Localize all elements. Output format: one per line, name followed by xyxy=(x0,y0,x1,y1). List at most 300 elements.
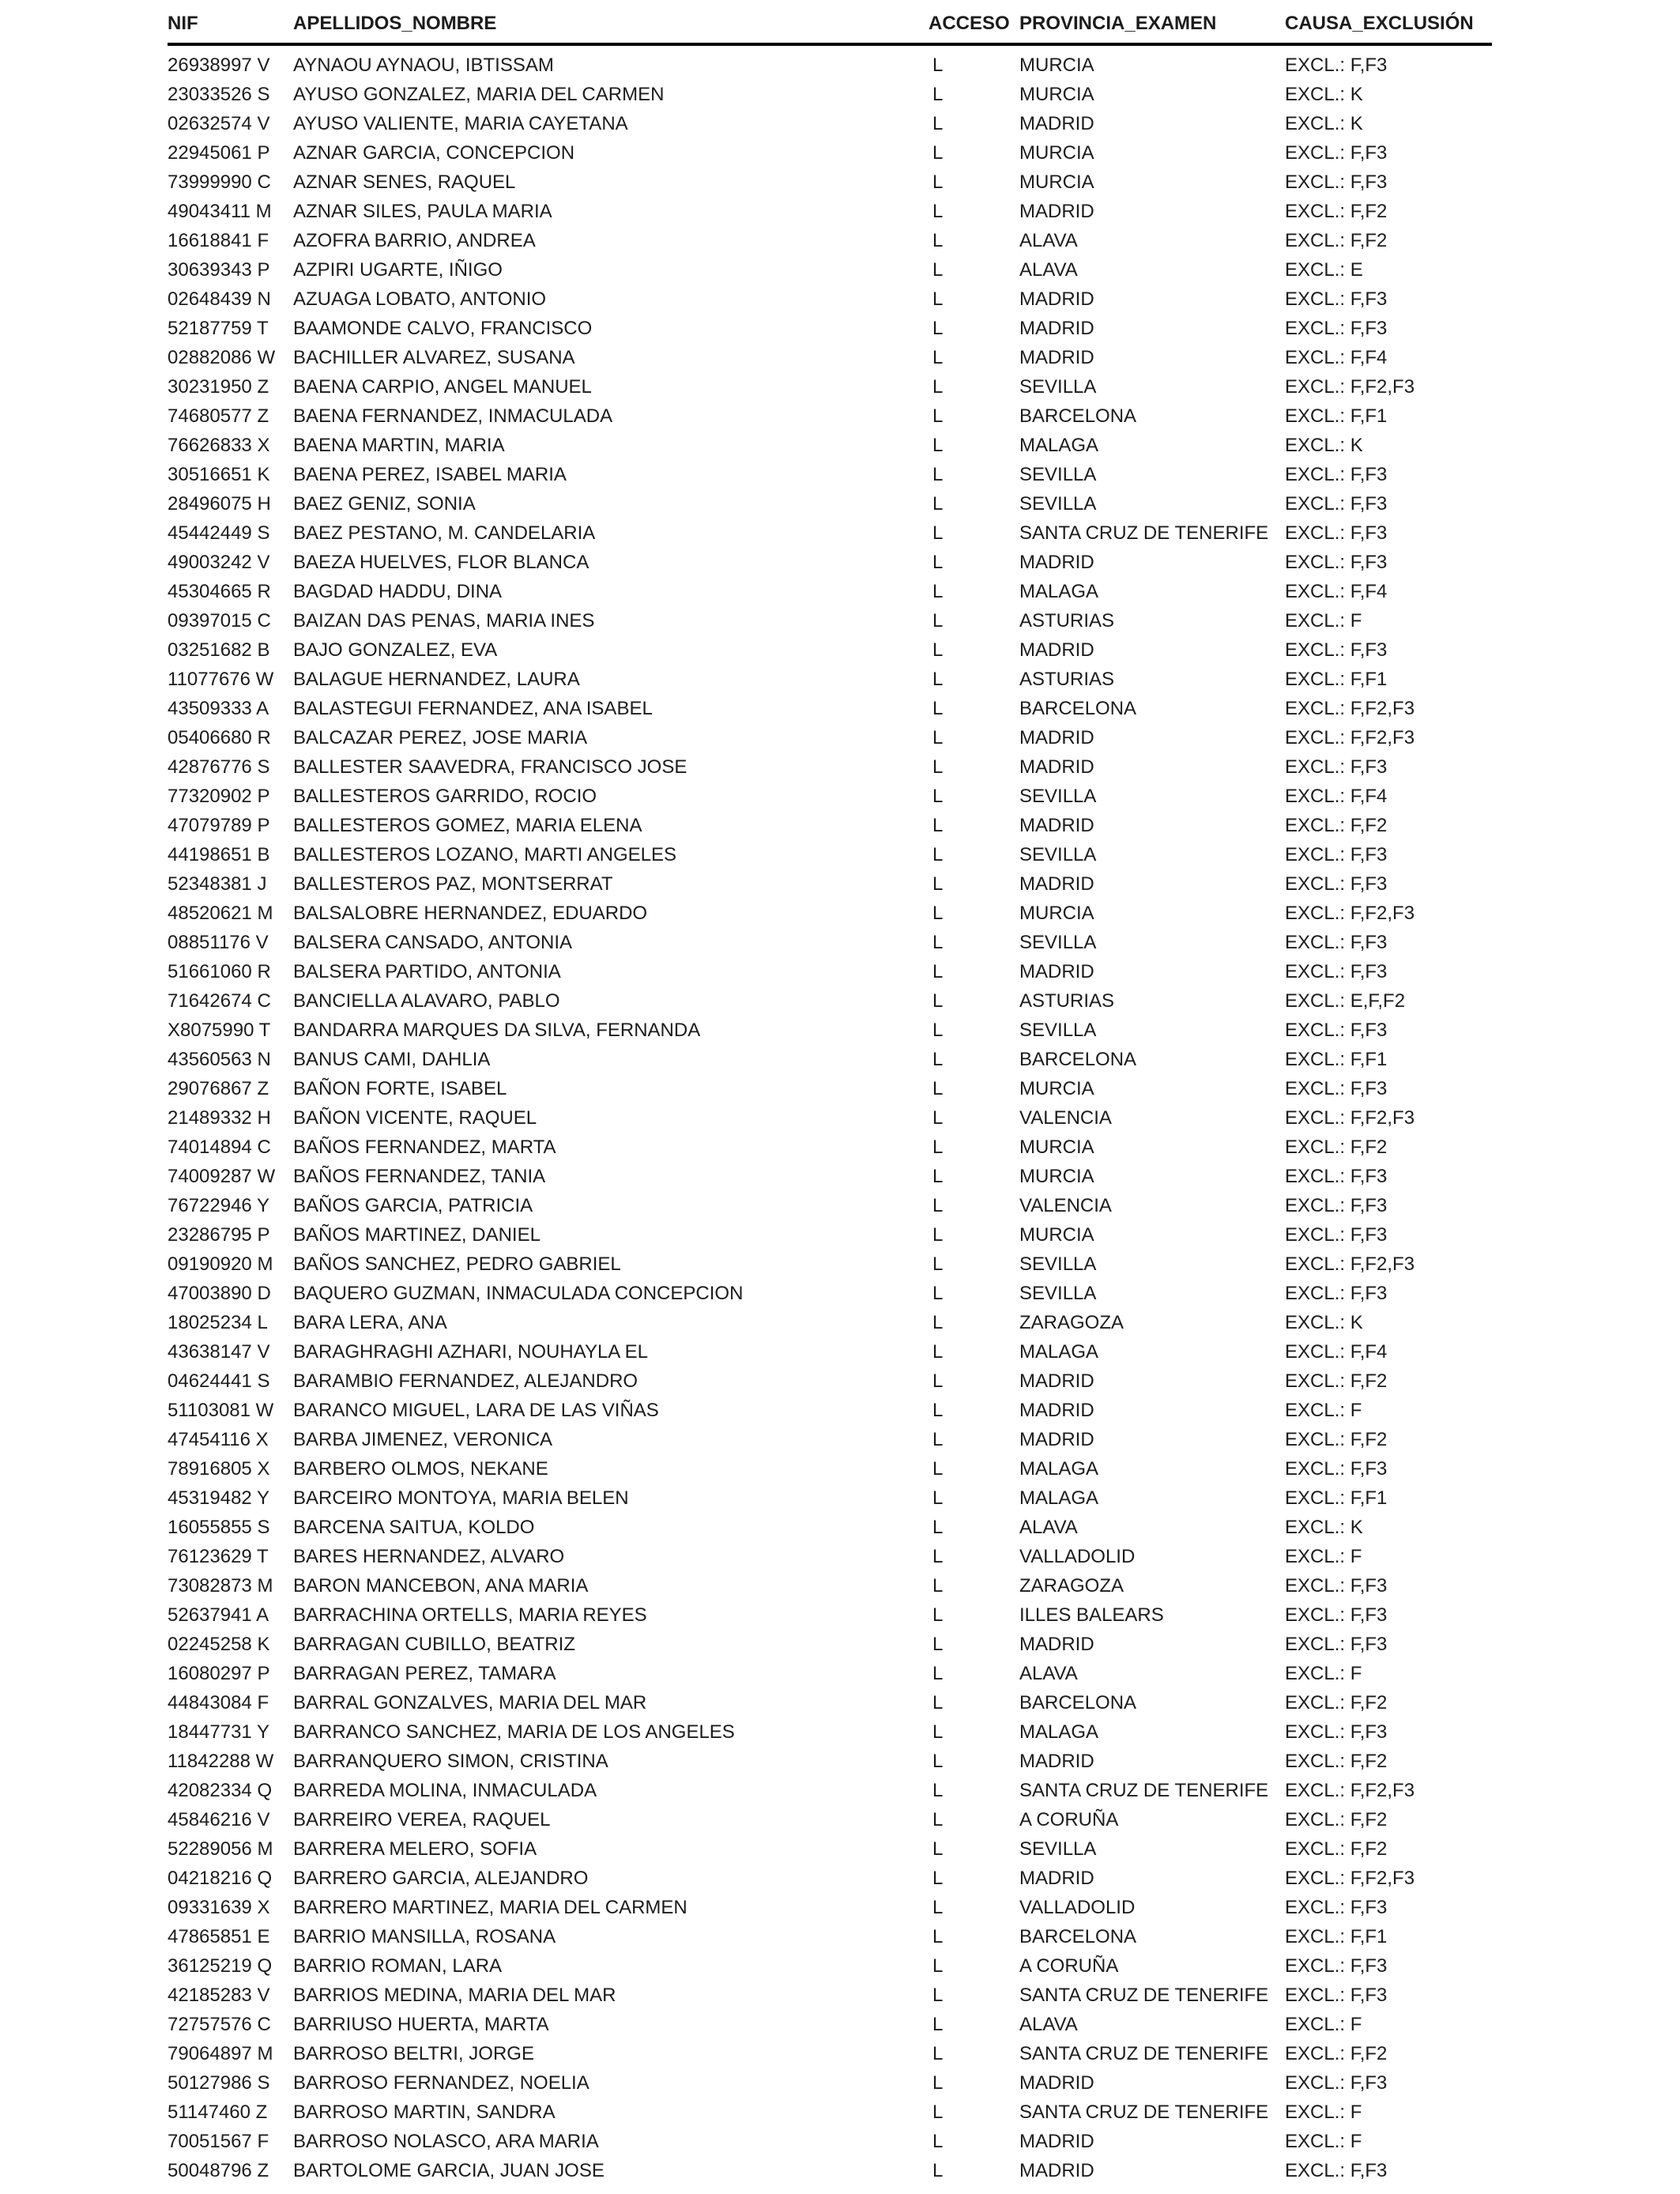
cell-acceso: L xyxy=(932,288,944,310)
cell-nif: 16618841 F xyxy=(168,229,269,251)
cell-causa-exclusion: EXCL.: F,F3 xyxy=(1285,960,1388,982)
cell-provincia-examen: MADRID xyxy=(1019,639,1094,661)
cell-causa-exclusion: EXCL.: F xyxy=(1285,609,1362,631)
cell-apellidos-nombre: BARAGHRAGHI AZHARI, NOUHAYLA EL xyxy=(293,1340,649,1363)
exclusion-table xyxy=(168,8,1492,2185)
table-row xyxy=(168,1805,1492,1834)
cell-apellidos-nombre: BAQUERO GUZMAN, INMACULADA CONCEPCION xyxy=(293,1282,744,1304)
cell-apellidos-nombre: BAEZA HUELVES, FLOR BLANCA xyxy=(293,551,590,573)
cell-acceso: L xyxy=(932,1662,944,1684)
cell-acceso: L xyxy=(932,960,944,982)
cell-acceso: L xyxy=(932,1604,944,1626)
cell-provincia-examen: ALAVA xyxy=(1019,258,1078,281)
cell-apellidos-nombre: BAENA FERNANDEZ, INMACULADA xyxy=(293,405,613,427)
cell-apellidos-nombre: BARRERA MELERO, SOFIA xyxy=(293,1838,537,1860)
cell-provincia-examen: ASTURIAS xyxy=(1019,990,1115,1012)
cell-provincia-examen: SEVILLA xyxy=(1019,1019,1097,1041)
cell-apellidos-nombre: AYUSO GONZALEZ, MARIA DEL CARMEN xyxy=(293,83,665,105)
cell-apellidos-nombre: BARRANCO SANCHEZ, MARIA DE LOS ANGELES xyxy=(293,1721,735,1743)
cell-provincia-examen: MADRID xyxy=(1019,960,1094,982)
cell-causa-exclusion: EXCL.: F,F1 xyxy=(1285,668,1388,690)
cell-nif: 11077676 W xyxy=(168,668,274,690)
cell-provincia-examen: MADRID xyxy=(1019,551,1094,573)
table-row xyxy=(168,1659,1492,1688)
cell-nif: 74009287 W xyxy=(168,1165,276,1187)
cell-causa-exclusion: EXCL.: F,F3 xyxy=(1285,1574,1388,1596)
cell-nif: 50048796 Z xyxy=(168,2159,269,2181)
cell-acceso: L xyxy=(932,726,944,748)
cell-provincia-examen: MURCIA xyxy=(1019,1136,1094,1158)
cell-acceso: L xyxy=(932,697,944,719)
table-row xyxy=(168,1454,1492,1483)
cell-nif: 42876776 S xyxy=(168,756,270,778)
cell-apellidos-nombre: BALCAZAR PEREZ, JOSE MARIA xyxy=(293,726,588,748)
table-row xyxy=(168,1279,1492,1308)
cell-acceso: L xyxy=(932,1808,944,1830)
cell-provincia-examen: BARCELONA xyxy=(1019,405,1137,427)
table-row xyxy=(168,1717,1492,1747)
cell-causa-exclusion: EXCL.: F,F3 xyxy=(1285,639,1388,661)
cell-nif: 50127986 S xyxy=(168,2071,270,2094)
cell-apellidos-nombre: BAÑON FORTE, ISABEL xyxy=(293,1077,507,1099)
cell-provincia-examen: ASTURIAS xyxy=(1019,668,1115,690)
cell-causa-exclusion: EXCL.: F,F3 xyxy=(1285,1721,1388,1743)
cell-apellidos-nombre: BAÑOS GARCIA, PATRICIA xyxy=(293,1194,533,1216)
cell-causa-exclusion: EXCL.: F,F2,F3 xyxy=(1285,902,1415,924)
table-row xyxy=(168,2039,1492,2068)
cell-causa-exclusion: EXCL.: F,F3 xyxy=(1285,1282,1388,1304)
cell-apellidos-nombre: BALLESTEROS GOMEZ, MARIA ELENA xyxy=(293,814,642,836)
cell-nif: 74014894 C xyxy=(168,1136,271,1158)
cell-apellidos-nombre: BALLESTEROS LOZANO, MARTI ANGELES xyxy=(293,843,677,865)
cell-provincia-examen: MALAGA xyxy=(1019,1487,1099,1509)
cell-nif: 72757576 C xyxy=(168,2013,271,2035)
cell-provincia-examen: MADRID xyxy=(1019,1399,1094,1421)
cell-nif: 11842288 W xyxy=(168,1750,274,1772)
cell-acceso: L xyxy=(932,2042,944,2064)
cell-causa-exclusion: EXCL.: F,F3 xyxy=(1285,1077,1388,1099)
cell-causa-exclusion: EXCL.: F,F3 xyxy=(1285,463,1388,485)
cell-causa-exclusion: EXCL.: F,F3 xyxy=(1285,1194,1388,1216)
cell-nif: 52289056 M xyxy=(168,1838,273,1860)
cell-nif: 51661060 R xyxy=(168,960,271,982)
cell-nif: 02882086 W xyxy=(168,346,276,368)
cell-causa-exclusion: EXCL.: F,F4 xyxy=(1285,580,1388,602)
cell-apellidos-nombre: BANCIELLA ALAVARO, PABLO xyxy=(293,990,560,1012)
table-row xyxy=(168,869,1492,899)
cell-apellidos-nombre: AZNAR SILES, PAULA MARIA xyxy=(293,200,552,222)
cell-causa-exclusion: EXCL.: F,F4 xyxy=(1285,785,1388,807)
table-row xyxy=(168,1045,1492,1074)
table-row xyxy=(168,1542,1492,1571)
cell-nif: 36125219 Q xyxy=(168,1955,273,1977)
cell-provincia-examen: MADRID xyxy=(1019,317,1094,339)
cell-apellidos-nombre: BARRIUSO HUERTA, MARTA xyxy=(293,2013,549,2035)
cell-apellidos-nombre: BARCEIRO MONTOYA, MARIA BELEN xyxy=(293,1487,629,1509)
cell-apellidos-nombre: AZOFRA BARRIO, ANDREA xyxy=(293,229,536,251)
cell-nif: 47079789 P xyxy=(168,814,270,836)
cell-apellidos-nombre: BARRIO MANSILLA, ROSANA xyxy=(293,1925,556,1947)
cell-nif: 52187759 T xyxy=(168,317,269,339)
table-row xyxy=(168,1922,1492,1951)
table-row xyxy=(168,782,1492,811)
cell-nif: 76722946 Y xyxy=(168,1194,270,1216)
cell-causa-exclusion: EXCL.: F,F4 xyxy=(1285,346,1388,368)
cell-nif: 42082334 Q xyxy=(168,1779,273,1801)
cell-provincia-examen: MADRID xyxy=(1019,1867,1094,1889)
table-row xyxy=(168,1250,1492,1279)
cell-provincia-examen: ALAVA xyxy=(1019,1662,1078,1684)
table-row xyxy=(168,1981,1492,2010)
cell-apellidos-nombre: AZPIRI UGARTE, IÑIGO xyxy=(293,258,503,281)
table-row xyxy=(168,1600,1492,1630)
cell-apellidos-nombre: BAEZ PESTANO, M. CANDELARIA xyxy=(293,522,596,544)
cell-causa-exclusion: EXCL.: F,F2,F3 xyxy=(1285,1106,1415,1129)
cell-provincia-examen: MADRID xyxy=(1019,1370,1094,1392)
table-row xyxy=(168,1220,1492,1250)
cell-acceso: L xyxy=(932,843,944,865)
cell-nif: 47003890 D xyxy=(168,1282,271,1304)
cell-nif: 09331639 X xyxy=(168,1896,270,1918)
cell-causa-exclusion: EXCL.: F,F3 xyxy=(1285,1223,1388,1246)
cell-nif: 45304665 R xyxy=(168,580,271,602)
cell-apellidos-nombre: BARA LERA, ANA xyxy=(293,1311,447,1333)
table-row xyxy=(168,899,1492,928)
cell-provincia-examen: MADRID xyxy=(1019,1633,1094,1655)
cell-provincia-examen: ILLES BALEARS xyxy=(1019,1604,1164,1626)
cell-acceso: L xyxy=(932,639,944,661)
cell-nif: 02632574 V xyxy=(168,112,270,134)
cell-provincia-examen: MURCIA xyxy=(1019,1077,1094,1099)
cell-nif: 76626833 X xyxy=(168,434,270,456)
table-row xyxy=(168,2068,1492,2098)
cell-apellidos-nombre: BARRACHINA ORTELLS, MARIA REYES xyxy=(293,1604,647,1626)
cell-nif: 44198651 B xyxy=(168,843,270,865)
cell-apellidos-nombre: BARREDA MOLINA, INMACULADA xyxy=(293,1779,597,1801)
cell-provincia-examen: MURCIA xyxy=(1019,1165,1094,1187)
cell-acceso: L xyxy=(932,463,944,485)
column-header-provincia-examen: PROVINCIA_EXAMEN xyxy=(1019,8,1285,44)
cell-nif: 49003242 V xyxy=(168,551,270,573)
cell-nif: 73999990 C xyxy=(168,171,271,193)
table-row xyxy=(168,1074,1492,1103)
cell-provincia-examen: MADRID xyxy=(1019,112,1094,134)
cell-apellidos-nombre: AYUSO VALIENTE, MARIA CAYETANA xyxy=(293,112,628,134)
cell-causa-exclusion: EXCL.: F,F2 xyxy=(1285,814,1388,836)
cell-nif: 49043411 M xyxy=(168,200,272,222)
cell-provincia-examen: VALENCIA xyxy=(1019,1194,1112,1216)
cell-acceso: L xyxy=(932,1487,944,1509)
cell-nif: 42185283 V xyxy=(168,1984,270,2006)
cell-apellidos-nombre: BARRAGAN PEREZ, TAMARA xyxy=(293,1662,556,1684)
cell-causa-exclusion: EXCL.: F,F3 xyxy=(1285,873,1388,895)
cell-acceso: L xyxy=(932,1779,944,1801)
cell-provincia-examen: MADRID xyxy=(1019,2071,1094,2094)
table-row xyxy=(168,489,1492,518)
cell-provincia-examen: ALAVA xyxy=(1019,2013,1078,2035)
table-row xyxy=(168,986,1492,1016)
cell-apellidos-nombre: BAEZ GENIZ, SONIA xyxy=(293,492,476,515)
cell-acceso: L xyxy=(932,258,944,281)
cell-apellidos-nombre: BANUS CAMI, DAHLIA xyxy=(293,1048,491,1070)
cell-provincia-examen: ASTURIAS xyxy=(1019,609,1115,631)
cell-acceso: L xyxy=(932,522,944,544)
cell-acceso: L xyxy=(932,551,944,573)
cell-causa-exclusion: EXCL.: F,F3 xyxy=(1285,171,1388,193)
cell-acceso: L xyxy=(932,1633,944,1655)
cell-apellidos-nombre: BARRAGAN CUBILLO, BEATRIZ xyxy=(293,1633,575,1655)
table-row xyxy=(168,1367,1492,1396)
table-row xyxy=(168,840,1492,869)
cell-acceso: L xyxy=(932,1721,944,1743)
cell-apellidos-nombre: BARRIO ROMAN, LARA xyxy=(293,1955,503,1977)
table-row xyxy=(168,2156,1492,2185)
cell-nif: 51103081 W xyxy=(168,1399,274,1421)
cell-nif: 09397015 C xyxy=(168,609,271,631)
cell-acceso: L xyxy=(932,1838,944,1860)
cell-apellidos-nombre: BARON MANCEBON, ANA MARIA xyxy=(293,1574,589,1596)
cell-provincia-examen: SANTA CRUZ DE TENERIFE xyxy=(1019,2042,1269,2064)
cell-apellidos-nombre: BALSALOBRE HERNANDEZ, EDUARDO xyxy=(293,902,648,924)
cell-nif: 79064897 M xyxy=(168,2042,273,2064)
cell-provincia-examen: SEVILLA xyxy=(1019,1838,1097,1860)
cell-nif: 30516651 K xyxy=(168,463,270,485)
cell-apellidos-nombre: BARES HERNANDEZ, ALVARO xyxy=(293,1545,565,1567)
column-header-apellidos-nombre: APELLIDOS_NOMBRE xyxy=(293,8,929,44)
cell-nif: 30639343 P xyxy=(168,258,270,281)
cell-causa-exclusion: EXCL.: F,F3 xyxy=(1285,2071,1388,2094)
table-row xyxy=(168,168,1492,197)
cell-causa-exclusion: EXCL.: E,F,F2 xyxy=(1285,990,1406,1012)
table-row xyxy=(168,606,1492,635)
cell-causa-exclusion: EXCL.: F,F2,F3 xyxy=(1285,375,1415,398)
cell-apellidos-nombre: BACHILLER ALVAREZ, SUSANA xyxy=(293,346,575,368)
cell-causa-exclusion: EXCL.: F,F2,F3 xyxy=(1285,726,1415,748)
table-row xyxy=(168,1893,1492,1922)
table-row xyxy=(168,460,1492,489)
cell-nif: 22945061 P xyxy=(168,141,270,164)
cell-nif: 47865851 E xyxy=(168,1925,270,1947)
cell-acceso: L xyxy=(932,54,944,76)
cell-causa-exclusion: EXCL.: F,F2 xyxy=(1285,1808,1388,1830)
table-row xyxy=(168,1425,1492,1454)
cell-acceso: L xyxy=(932,814,944,836)
cell-acceso: L xyxy=(932,990,944,1012)
cell-apellidos-nombre: BALLESTEROS PAZ, MONTSERRAT xyxy=(293,873,613,895)
cell-apellidos-nombre: BARROSO NOLASCO, ARA MARIA xyxy=(293,2130,599,2152)
table-row xyxy=(168,1864,1492,1893)
cell-apellidos-nombre: BARAMBIO FERNANDEZ, ALEJANDRO xyxy=(293,1370,638,1392)
table-row xyxy=(168,635,1492,665)
cell-apellidos-nombre: AZNAR SENES, RAQUEL xyxy=(293,171,516,193)
cell-provincia-examen: MADRID xyxy=(1019,2159,1094,2181)
cell-provincia-examen: MALAGA xyxy=(1019,434,1099,456)
table-row xyxy=(168,577,1492,606)
cell-provincia-examen: SEVILLA xyxy=(1019,492,1097,515)
cell-acceso: L xyxy=(932,1867,944,1889)
cell-provincia-examen: MALAGA xyxy=(1019,580,1099,602)
cell-provincia-examen: SEVILLA xyxy=(1019,1253,1097,1275)
cell-acceso: L xyxy=(932,1457,944,1480)
cell-acceso: L xyxy=(932,200,944,222)
cell-acceso: L xyxy=(932,112,944,134)
cell-acceso: L xyxy=(932,1925,944,1947)
table-row xyxy=(168,2127,1492,2156)
cell-provincia-examen: MURCIA xyxy=(1019,141,1094,164)
table-row xyxy=(168,665,1492,694)
table-row xyxy=(168,2098,1492,2127)
cell-causa-exclusion: EXCL.: F xyxy=(1285,1545,1362,1567)
table-row xyxy=(168,138,1492,168)
table-row xyxy=(168,1483,1492,1513)
cell-nif: 09190920 M xyxy=(168,1253,273,1275)
cell-nif: 48520621 M xyxy=(168,902,273,924)
cell-acceso: L xyxy=(932,405,944,427)
cell-causa-exclusion: EXCL.: F,F3 xyxy=(1285,1604,1388,1626)
cell-nif: 18447731 Y xyxy=(168,1721,270,1743)
cell-nif: 23033526 S xyxy=(168,83,270,105)
cell-provincia-examen: MURCIA xyxy=(1019,171,1094,193)
cell-apellidos-nombre: BARRANQUERO SIMON, CRISTINA xyxy=(293,1750,608,1772)
cell-provincia-examen: MADRID xyxy=(1019,1750,1094,1772)
table-row xyxy=(168,255,1492,285)
cell-provincia-examen: MADRID xyxy=(1019,200,1094,222)
cell-apellidos-nombre: BARRERO MARTINEZ, MARIA DEL CARMEN xyxy=(293,1896,687,1918)
cell-nif: 18025234 L xyxy=(168,1311,268,1333)
table-row xyxy=(168,1688,1492,1717)
cell-apellidos-nombre: BAÑOS FERNANDEZ, TANIA xyxy=(293,1165,546,1187)
cell-nif: 04624441 S xyxy=(168,1370,270,1392)
cell-acceso: L xyxy=(932,171,944,193)
cell-provincia-examen: SEVILLA xyxy=(1019,1282,1097,1304)
cell-nif: 03251682 B xyxy=(168,639,270,661)
cell-nif: 43560563 N xyxy=(168,1048,271,1070)
cell-provincia-examen: ZARAGOZA xyxy=(1019,1574,1124,1596)
cell-nif: 43638147 V xyxy=(168,1340,270,1363)
cell-provincia-examen: ZARAGOZA xyxy=(1019,1311,1124,1333)
cell-causa-exclusion: EXCL.: F,F3 xyxy=(1285,288,1388,310)
cell-nif: 51147460 Z xyxy=(168,2101,268,2123)
cell-acceso: L xyxy=(932,141,944,164)
table-row xyxy=(168,343,1492,372)
cell-causa-exclusion: EXCL.: F,F1 xyxy=(1285,1048,1388,1070)
cell-nif: 16080297 P xyxy=(168,1662,270,1684)
cell-apellidos-nombre: AYNAOU AYNAOU, IBTISSAM xyxy=(293,54,554,76)
cell-nif: 78916805 X xyxy=(168,1457,270,1480)
cell-nif: 43509333 A xyxy=(168,697,269,719)
cell-acceso: L xyxy=(932,2101,944,2123)
cell-nif: 47454116 X xyxy=(168,1428,269,1450)
cell-apellidos-nombre: BARROSO BELTRI, JORGE xyxy=(293,2042,534,2064)
cell-provincia-examen: SEVILLA xyxy=(1019,931,1097,953)
cell-acceso: L xyxy=(932,1984,944,2006)
cell-apellidos-nombre: BAJO GONZALEZ, EVA xyxy=(293,639,498,661)
cell-acceso: L xyxy=(932,229,944,251)
cell-causa-exclusion: EXCL.: F,F3 xyxy=(1285,1896,1388,1918)
cell-acceso: L xyxy=(932,1106,944,1129)
cell-acceso: L xyxy=(932,492,944,515)
cell-causa-exclusion: EXCL.: F xyxy=(1285,2101,1362,2123)
cell-apellidos-nombre: BAAMONDE CALVO, FRANCISCO xyxy=(293,317,593,339)
cell-provincia-examen: SEVILLA xyxy=(1019,463,1097,485)
cell-causa-exclusion: EXCL.: F,F2 xyxy=(1285,1136,1388,1158)
table-row xyxy=(168,548,1492,577)
cell-causa-exclusion: EXCL.: K xyxy=(1285,1311,1363,1333)
cell-causa-exclusion: EXCL.: K xyxy=(1285,434,1363,456)
cell-provincia-examen: VALENCIA xyxy=(1019,1106,1112,1129)
cell-provincia-examen: BARCELONA xyxy=(1019,1048,1137,1070)
table-row xyxy=(168,285,1492,314)
cell-causa-exclusion: EXCL.: F,F2 xyxy=(1285,1750,1388,1772)
cell-causa-exclusion: EXCL.: F,F2 xyxy=(1285,200,1388,222)
cell-acceso: L xyxy=(932,931,944,953)
cell-nif: 45846216 V xyxy=(168,1808,270,1830)
cell-nif: 16055855 S xyxy=(168,1516,270,1538)
cell-apellidos-nombre: BAGDAD HADDU, DINA xyxy=(293,580,503,602)
cell-provincia-examen: BARCELONA xyxy=(1019,697,1137,719)
cell-nif: 30231950 Z xyxy=(168,375,269,398)
cell-causa-exclusion: EXCL.: F xyxy=(1285,1662,1362,1684)
cell-provincia-examen: A CORUÑA xyxy=(1019,1808,1119,1830)
cell-apellidos-nombre: BALAGUE HERNANDEZ, LAURA xyxy=(293,668,580,690)
cell-provincia-examen: BARCELONA xyxy=(1019,1925,1137,1947)
table-row xyxy=(168,1513,1492,1542)
table-row xyxy=(168,401,1492,431)
cell-acceso: L xyxy=(932,1750,944,1772)
cell-nif: 77320902 P xyxy=(168,785,270,807)
cell-nif: 74680577 Z xyxy=(168,405,269,427)
cell-acceso: L xyxy=(932,1340,944,1363)
cell-provincia-examen: ALAVA xyxy=(1019,229,1078,251)
cell-causa-exclusion: EXCL.: F,F3 xyxy=(1285,1633,1388,1655)
cell-causa-exclusion: EXCL.: F,F2 xyxy=(1285,1370,1388,1392)
cell-nif: 05406680 R xyxy=(168,726,271,748)
table-row xyxy=(168,80,1492,109)
cell-acceso: L xyxy=(932,1019,944,1041)
cell-nif: 70051567 F xyxy=(168,2130,269,2152)
cell-causa-exclusion: EXCL.: F,F3 xyxy=(1285,1457,1388,1480)
cell-causa-exclusion: EXCL.: F,F3 xyxy=(1285,54,1388,76)
table-row xyxy=(168,1016,1492,1045)
cell-apellidos-nombre: BAIZAN DAS PENAS, MARIA INES xyxy=(293,609,595,631)
cell-provincia-examen: A CORUÑA xyxy=(1019,1955,1119,1977)
table-row xyxy=(168,957,1492,986)
table-row xyxy=(168,1776,1492,1805)
cell-causa-exclusion: EXCL.: F,F3 xyxy=(1285,756,1388,778)
cell-nif: 45442449 S xyxy=(168,522,270,544)
cell-provincia-examen: MADRID xyxy=(1019,346,1094,368)
table-row xyxy=(168,1951,1492,1981)
cell-nif: 23286795 P xyxy=(168,1223,270,1246)
cell-nif: 28496075 H xyxy=(168,492,271,515)
cell-causa-exclusion: EXCL.: F,F3 xyxy=(1285,931,1388,953)
cell-causa-exclusion: EXCL.: F,F2,F3 xyxy=(1285,1867,1415,1889)
cell-apellidos-nombre: BAÑOS MARTINEZ, DANIEL xyxy=(293,1223,541,1246)
cell-apellidos-nombre: BARTOLOME GARCIA, JUAN JOSE xyxy=(293,2159,605,2181)
cell-apellidos-nombre: BARANCO MIGUEL, LARA DE LAS VIÑAS xyxy=(293,1399,659,1421)
cell-causa-exclusion: EXCL.: K xyxy=(1285,1516,1363,1538)
cell-apellidos-nombre: BAENA CARPIO, ANGEL MANUEL xyxy=(293,375,592,398)
table-row xyxy=(168,109,1492,138)
cell-nif: 04218216 Q xyxy=(168,1867,273,1889)
table-row xyxy=(168,2010,1492,2039)
header-row xyxy=(168,8,1492,44)
cell-acceso: L xyxy=(932,1282,944,1304)
cell-acceso: L xyxy=(932,1955,944,1977)
cell-apellidos-nombre: BALLESTER SAAVEDRA, FRANCISCO JOSE xyxy=(293,756,687,778)
cell-causa-exclusion: EXCL.: F,F3 xyxy=(1285,551,1388,573)
cell-apellidos-nombre: BARROSO FERNANDEZ, NOELIA xyxy=(293,2071,590,2094)
